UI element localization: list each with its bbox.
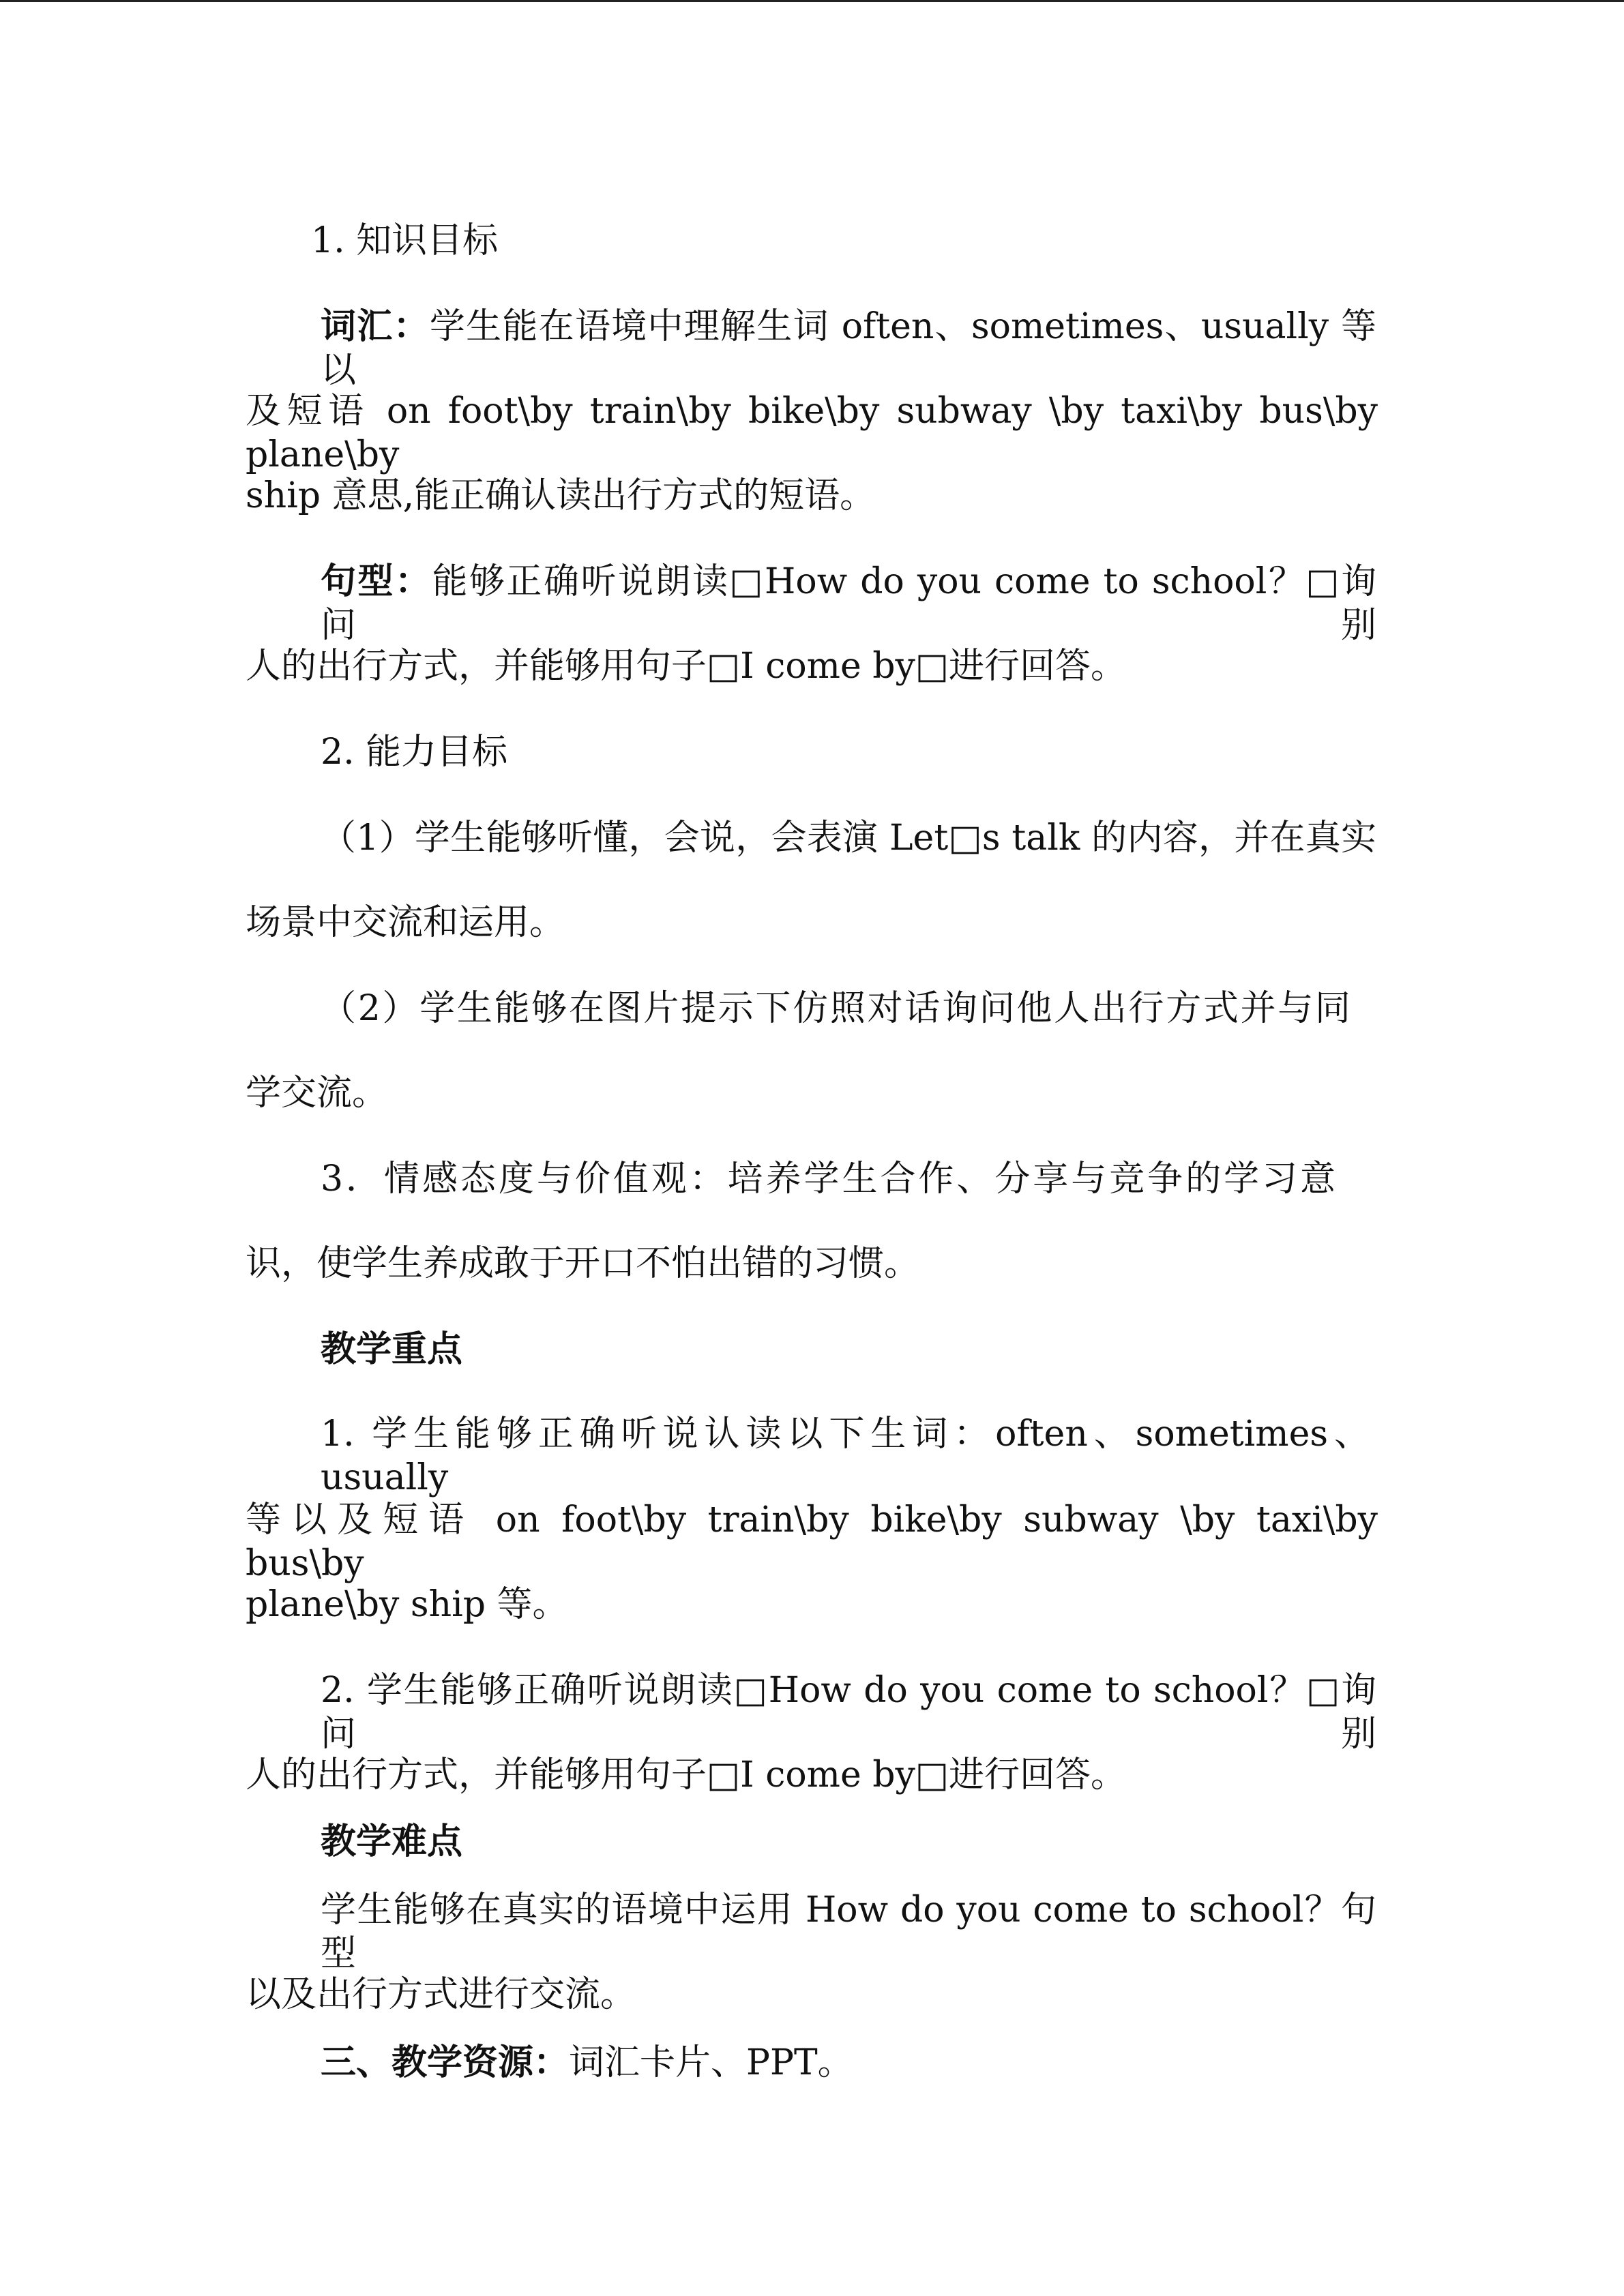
- ability-item-1-line-2: 场景中交流和运用。: [246, 902, 565, 943]
- emotion-objectives-line-2: 识，使学生养成敢于开口不怕出错的习惯。: [246, 1243, 920, 1284]
- sentence-pattern-label: 句型：: [321, 561, 432, 602]
- key-point-1-line-3: plane\by ship 等。: [246, 1584, 568, 1625]
- key-point-2-line-1: 2. 学生能够正确听说朗读□How do you come to school？□询问别: [321, 1670, 1376, 1755]
- vocabulary-line-1: [321, 305, 1376, 392]
- emotion-objectives-line-1: 3．情感态度与价值观：培养学生合作、分享与竞争的学习意: [321, 1159, 1335, 1199]
- difficult-points-line-2: 以及出行方式进行交流。: [246, 1974, 636, 2015]
- sentence-pattern-text: 能够正确听说朗读□How do you come to school？□询问别: [321, 561, 1376, 646]
- ability-item-2-line-2: 学交流。: [246, 1073, 388, 1114]
- vocabulary-line-2: 及短语 on foot\by train\by bike\by subway \by taxi\by bus\by plane\by: [246, 391, 1378, 475]
- teaching-resources-line: [321, 2041, 853, 2085]
- key-point-1-line-1: 1. 学生能够正确听说认读以下生词：often、sometimes、usually: [321, 1414, 1370, 1498]
- teaching-resources-label: 三、教学资源：: [321, 2042, 570, 2083]
- ability-item-2-line-1: （2）学生能够在图片提示下仿照对话询问他人出行方式并与同: [321, 988, 1350, 1029]
- vocabulary-label: 词汇：: [321, 305, 430, 347]
- sentence-pattern-line-1: [321, 560, 1376, 647]
- vocabulary-line-3: ship 意思,能正确认读出行方式的短语。: [246, 475, 876, 516]
- difficult-points-heading: 教学难点: [321, 1821, 463, 1862]
- difficult-points-line-1: 学生能够在真实的语境中运用 How do you come to school？句型: [321, 1890, 1376, 1974]
- teaching-resources-text: 词汇卡片、PPT。: [569, 2042, 853, 2083]
- vocabulary-text: 学生能在语境中理解生词 often、sometimes、usually 等以: [321, 306, 1376, 391]
- key-point-1-line-2: 等以及短语 on foot\by train\by bike\by subway \by taxi\by bus\by: [246, 1500, 1378, 1584]
- knowledge-objectives-heading: 1. 知识目标: [311, 220, 499, 261]
- sentence-pattern-line-2: 人的出行方式，并能够用句子□I come by□进行回答。: [246, 646, 1127, 687]
- ability-item-1-line-1: （1）学生能够听懂，会说，会表演 Let□s talk 的内容，并在真实: [321, 818, 1376, 859]
- ability-objectives-heading: 2. 能力目标: [321, 732, 508, 773]
- key-points-heading: 教学重点: [321, 1328, 463, 1370]
- key-point-2-line-2: 人的出行方式，并能够用句子□I come by□进行回答。: [246, 1755, 1127, 1795]
